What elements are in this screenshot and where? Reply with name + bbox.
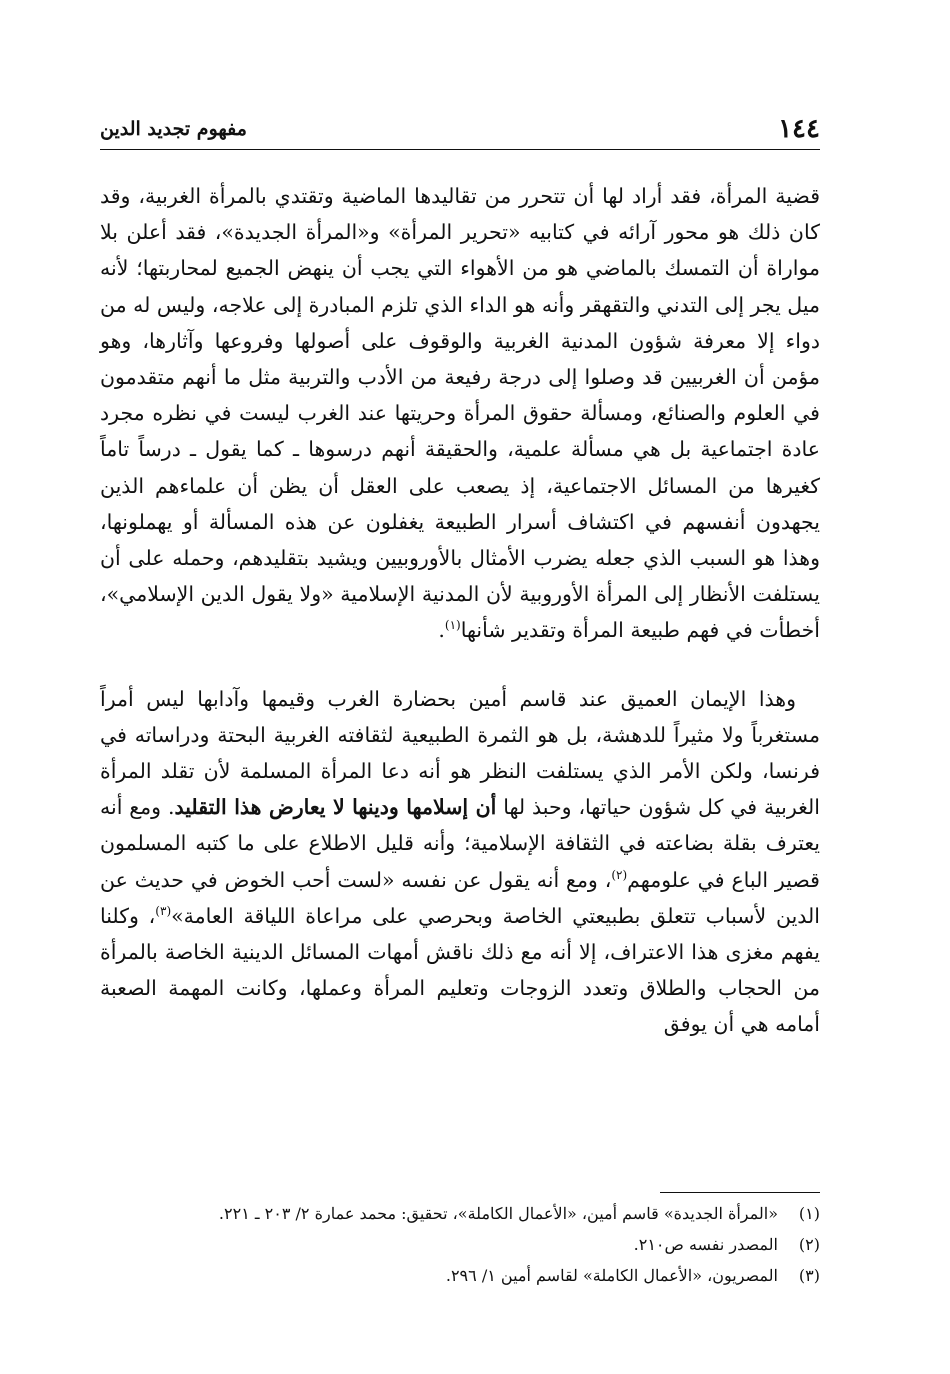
paragraph-1-text: قضية المرأة، فقد أراد لها أن تتحرر من تقاليدها الماضية وتقتدي بالمرأة الغربية، وقد كان ذلك هو محور آرائه في كتابيه «تحرير المرأة» و«المرأة الجديدة»، فقد أعلن بلا مواراة أن التمسك بالماضي هو من الأهواء التي يجب أن ينهض الجميع لمحاربتها؛ لأنه ميل يجر إلى التدني والتقهقر وأنه هو الداء الذي تلزم المبادرة إلى علاجه، وليس له من دواء إلا معرفة شؤون المدنية الغربية والوقوف على أصولها وفروعها وآثارها، وهو مؤمن أن الغربيين قد وصلوا إلى درجة رفيعة من الأدب والتربية مثل ما أنهم متقدمون في العلوم والصنائع، ومسألة حقوق المرأة وحريتها عند الغرب ليست في نظره مجرد عادة اجتماعية بل هي مسألة علمية، والحقيقة أنهم درسوها ـ كما يقول ـ درساً تاماً كغيرها من المسائل الاجتماعية، إذ يصعب على العقل أن يظن أن علماءهم الذين يجهدون أنفسهم في اكتشاف أسرار الطبيعة يغفلون عن هذه المسألة أو يهملونها، وهذا هو السبب الذي جعله يضرب الأمثال بالأوروبيين ويشيد بتقليدهم، وحمله على أن يستلفت الأنظار إلى المرأة الأوروبية لأن المدنية الإسلامية «ولا يقول الدين الإسلامي»، أخطأت في فهم طبيعة المرأة وتقدير شأنها (100, 184, 820, 643)
paragraph-2-bold-phrase: أن إسلامها ودينها لا يعارض هذا التقليد (174, 795, 497, 820)
header-divider (100, 149, 820, 150)
paragraph-2-part-3: ، ومع أنه يقول عن نفسه «لست أحب الخوض في حديث عن الدين لأسباب تتعلق بطبيعتي الخاصة وبحرصي على مراعاة اللياقة العامة» (100, 867, 820, 928)
footnote-ref-1: (١) (444, 618, 461, 633)
footnote-1 (120, 1198, 820, 1229)
footnote-number: (٢) (798, 1235, 820, 1254)
paragraph-2-part-2: . ومع أنه يعترف بقلة بضاعته في الثقافة الإسلامية؛ وأنه قليل الاطلاع على ما كتبه المسلمون قصير الباع في علومهم (100, 795, 820, 892)
footnote-ref-2: (٢) (611, 867, 628, 882)
footnote-text: «المرأة الجديدة» قاسم أمين، «الأعمال الكاملة»، تحقيق: محمد عمارة ٢/ ٢٠٣ ـ ٢٢١. (218, 1204, 778, 1223)
footnote-text: المصدر نفسه ص٢١٠. (633, 1235, 778, 1254)
paragraph-1 (100, 178, 820, 649)
running-header (100, 112, 820, 146)
paragraph-2-part-1: وهذا الإيمان العميق عند قاسم أمين بحضارة الغرب وقيمها وآدابها ليس أمراً مستغرباً ولا مثيراً للدهشة، بل هو الثمرة الطبيعية لثقافته الغربية البحتة ودراساته في فرنسا، ولكن الأمر الذي يستلفت النظر هو أنه دعا المرأة المسلمة لأن تقلد المرأة الغربية في كل شؤون حياتها، وحبذ لها (100, 686, 821, 820)
paragraph-1-end: . (438, 618, 445, 643)
footnote-divider (660, 1192, 820, 1193)
footnote-number: (٣) (798, 1266, 820, 1285)
footnotes (120, 1198, 820, 1291)
footnote-ref-3: (٣) (155, 904, 172, 919)
book-title: مفهوم تجديد الدين (100, 118, 247, 140)
paragraph-2-part-4: ، وكلنا يفهم مغزى هذا الاعتراف، إلا أنه مع ذلك ناقش أمهات المسائل الدينية الخاصة بالمرأة من الحجاب والطلاق وتعدد الزوجات وتعليم المرأة وعملها، وكانت المهمة الصعبة أمامه هي أن يوفق (100, 903, 820, 1037)
footnote-2 (120, 1229, 820, 1260)
footnote-number: (١) (798, 1204, 820, 1223)
footnote-text: المصريون، «الأعمال الكاملة» لقاسم أمين ١/ ٢٩٦. (445, 1266, 778, 1285)
page-number: ١٤٤ (778, 114, 820, 144)
footnote-3 (120, 1260, 820, 1291)
main-text (100, 178, 820, 1043)
paragraph-2 (100, 681, 820, 1043)
